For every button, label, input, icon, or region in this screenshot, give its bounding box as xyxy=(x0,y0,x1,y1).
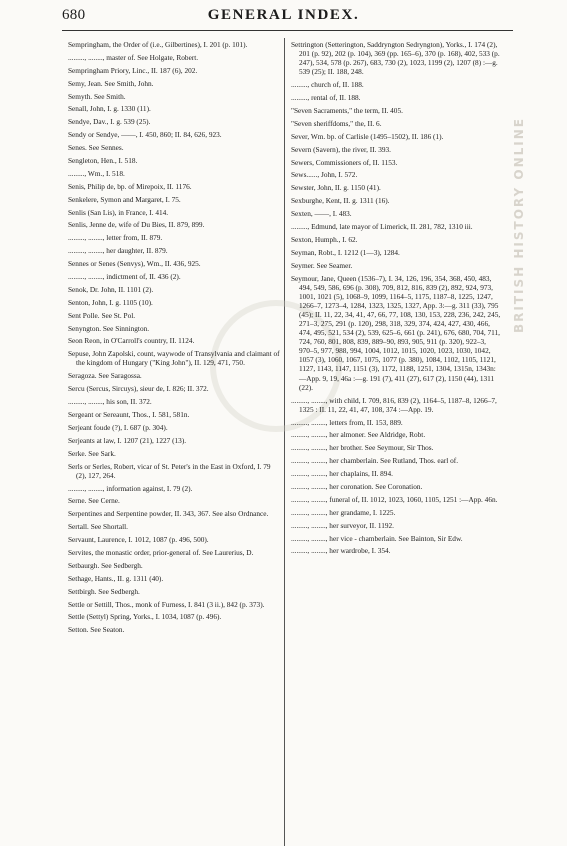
index-entry: Sercu (Sercus, Sircuys), sieur de, I. 826; II. 372. xyxy=(68,384,209,394)
index-entry: Sent Polle. See St. Pol. xyxy=(68,310,136,320)
index-entry: Serjeants at law, I. 1207 (21), 1227 (13). xyxy=(68,435,187,445)
index-entry: Senyngton. See Sinnington. xyxy=(68,323,150,333)
index-entry: Senlis (San Lis), in France, I. 414. xyxy=(68,207,169,217)
index-entry: Semy, Jean. See Smith, John. xyxy=(68,78,154,88)
index-entry: Sergeant or Sereaunt, Thos., I. 581, 581n. xyxy=(68,410,190,420)
index-entry: Sewster, John, II. g. 1150 (41). xyxy=(291,183,381,193)
index-entry: Sethage, Hants., II. g. 1311 (40). xyxy=(68,573,164,583)
index-entry: Sempringham Priory, Linc., II. 187 (6), 202. xyxy=(68,65,198,75)
index-entry: ........., ........, letter from, II. 879. xyxy=(68,233,163,243)
index-entry: ........., ........, her chaplains, II. 894. xyxy=(291,469,393,479)
index-entry: "Seven sheriffdoms," the, II. 6. xyxy=(291,118,382,128)
index-entry: ........., ........, information against, I. 79 (2). xyxy=(68,483,193,493)
index-entry: Severn (Savern), the river, II. 393. xyxy=(291,144,392,154)
index-entry: Seymer. See Seamer. xyxy=(291,260,353,270)
index-entry: Senok, Dr. John, II. 1101 (2). xyxy=(68,284,154,294)
index-entry: Servites, the monastic order, prior-general of. See Laurerius, D. xyxy=(68,548,254,558)
index-entry: ........., church of, II. 188. xyxy=(291,80,364,90)
index-entry: ........., ........, her grandame, I. 1225. xyxy=(291,507,396,517)
index-entry: Serjeant foude (?), I. 687 (p. 304). xyxy=(68,422,168,432)
index-entry: ........., rental of, II. 188. xyxy=(291,93,361,103)
index-entry: Sendy or Sendye, ——, I. 450, 860; II. 84, 626, 923. xyxy=(68,130,222,140)
index-entry: ........., ........, indictment of, II. 436 (2). xyxy=(68,272,181,282)
index-entry: Setton. See Seaton. xyxy=(68,625,125,635)
index-entry: ........., ........, master of. See Holgate, Robert. xyxy=(68,52,199,62)
index-entry: Sertall. See Shortall. xyxy=(68,522,128,532)
index-entry: Serls or Serles, Robert, vicar of St. Peter's in the East in Oxford, I. 79 (2), 127, 264. xyxy=(68,461,271,480)
index-entry: ........., ........, her surveyor, II. 1192. xyxy=(291,520,394,530)
index-entry: Sendye, Dav., I. g. 539 (25). xyxy=(68,117,151,127)
index-entry: Settbirgh. See Sedbergh. xyxy=(68,586,140,596)
index-entry: Sews......, John, I. 572. xyxy=(291,170,358,180)
index-entry: Senlis, Jenne de, wife of Du Bies, II. 879, 899. xyxy=(68,220,205,230)
index-entry: Semyth. See Smith. xyxy=(68,91,126,101)
index-column-left xyxy=(68,40,282,638)
index-entry: Senes. See Sennes. xyxy=(68,143,124,153)
index-entry: Seragoza. See Saragossa. xyxy=(68,371,142,381)
page-number: 680 xyxy=(62,7,86,23)
index-entry: ........., ........, her coronation. See Coronation. xyxy=(291,481,423,491)
index-entry: Sepuse, John Zapolski, count, waywode of Transylvania and claimant of the kingdom of Hungary ("King John"), II. 129, 471, 750. xyxy=(68,349,280,368)
index-entry: Senton, John, I. g. 1105 (10). xyxy=(68,297,153,307)
index-entry: ........., Wm., I. 518. xyxy=(68,168,125,178)
index-entry: ........., ........, her brother. See Seymour, Sir Thos. xyxy=(291,443,434,453)
index-entry: Seon Reon, in O'Carroll's country, II. 1124. xyxy=(68,336,195,346)
index-entry: ........., ........, her wardrobe, I. 354. xyxy=(291,546,391,556)
watermark-text: BRITISH HISTORY ONLINE xyxy=(512,117,527,333)
index-entry: Sexton, Humph., I. 62. xyxy=(291,234,358,244)
index-entry: Senkelere, Symon and Margaret, I. 75. xyxy=(68,194,181,204)
index-entry: Settle (Settyl) Spring, Yorks., I. 1034, 1087 (p. 496). xyxy=(68,612,222,622)
index-entry: ........., Edmund, late mayor of Limerick, II. 281, 782, 1310 iii. xyxy=(291,221,473,231)
index-entry: Seymour, Jane, Queen (1536–7), I. 34, 126, 196, 354, 368, 450, 483, 494, 549, 586, 696 (p. 308), 709, 812, 816, 839 (2), 892, 924, 973, 1001, 1021 (5), 1068–9, 1099, 1164–5, 1175, 1187–8, 1225, 1247, 1266–7, 1273–4, 1284, 1323, 1325, 1327, App. 3:—g. 311 (33), 795 (45); II. 11, 22, 34, 41, 47, 66, 77, 108, 130, 153, 228, 236, 242, 245, 271–3, 275, 291 (p. 120), 298, 318, 329, 374, 424, 427, 430, 466, 474, 495, 521, 534 (2), 539, 625–6, 661 (p. 241), 676, 680, 704, 711, 724, 760, 801, 808, 839, 889–90, 893, 905, 911 (p. 320), 922–3, 970–5, 977, 988, 994, 1004, 1012, 1015, 1020, 1023, 1030, 1042, 1057 (3), 1060, 1067, 1075, 1077 (p. 380), 1084, 1102, 1105, 1121, 1127, 1143, 1147, 1151 (3), 1172, 1188, 1251, 1304, 1315n, 1343n:—App. 9, 19, 46a :—g. 191 (7), 411 (27), 617 (2), 1150 (44), 1311 (22). xyxy=(291,273,501,392)
running-head: GENERAL INDEX. xyxy=(207,7,360,23)
index-entry: Settrington (Setterington, Saddryngton Sedryngton), Yorks., I. 174 (2), 201 (p. 92), 202 (p. 104), 369 (pp. 165–6), 370 (p. 168), 402, 533 (p. 247), 534, 578 (p. 267), 683, 730 (2), 1023, 1199 (2), 1207 (8) :—g. 539 (25); II. 188, 248. xyxy=(291,40,500,77)
index-entry: Sever, Wm. bp. of Carlisle (1495–1502), II. 186 (1). xyxy=(291,131,444,141)
index-entry: Serke. See Sark. xyxy=(68,448,116,458)
index-entry: Sexten, ——, I. 483. xyxy=(291,209,352,219)
index-entry: ........., ........, her chamberlain. See Rutland, Thos. earl of. xyxy=(291,456,459,466)
index-entry: Senis, Philip de, bp. of Mirepoix, II. 1176. xyxy=(68,181,192,191)
index-entry: Sengleton, Hen., I. 518. xyxy=(68,156,138,166)
index-entry: "Seven Sacraments," the term, II. 405. xyxy=(291,105,403,115)
index-entry: Seyman, Robt., I. 1212 (1—3), 1284. xyxy=(291,247,400,257)
index-column-right xyxy=(291,40,501,559)
index-entry: Serpentines and Serpentine powder, II. 343, 367. See also Ordnance. xyxy=(68,509,269,519)
index-entry: Servaunt, Laurence, I. 1012, 1087 (p. 496, 500). xyxy=(68,535,209,545)
index-entry: ........., ........, her vice - chamberlain. See Bainton, Sir Edw. xyxy=(291,533,463,543)
index-entry: Setbaurgh. See Sedbergh. xyxy=(68,560,143,570)
index-entry: Settle or Settill, Thos., monk of Furness, I. 841 (3 ii.), 842 (p. 373). xyxy=(68,599,265,609)
index-entry: ........., ........, her daughter, II. 879. xyxy=(68,246,168,256)
index-entry: Sempringham, the Order of (i.e., Gilbertines), I. 201 (p. 101). xyxy=(68,40,248,49)
index-entry: ........., ........, her almoner. See Aldridge, Robt. xyxy=(291,430,426,440)
index-entry: Sewers, Commissioners of, II. 1153. xyxy=(291,157,398,167)
index-entry: ........., ........, letters from, II. 153, 889. xyxy=(291,417,403,427)
index-entry: Sennes or Senes (Senvys), Wm., II. 436, 925. xyxy=(68,259,201,269)
index-entry: Sexburghe, Kent, II. g. 1311 (16). xyxy=(291,196,390,206)
index-entry: ........., ........, his son, II. 372. xyxy=(68,397,152,407)
index-entry: ........., ........, funeral of, II. 1012, 1023, 1060, 1105, 1251 :—App. 46n. xyxy=(291,494,498,504)
index-entry: Serne. See Cerne. xyxy=(68,496,120,506)
watermark xyxy=(505,100,533,350)
index-entry: Senall, John, I. g. 1330 (11). xyxy=(68,104,151,114)
index-entry: ........., ........, with child, I. 709, 816, 839 (2), 1164–5, 1187–8, 1266–7, 1325 : II. 11, 22, 41, 47, 108, 374 :—App. 19. xyxy=(291,395,497,414)
header-rule xyxy=(62,30,513,31)
column-divider xyxy=(284,38,285,846)
